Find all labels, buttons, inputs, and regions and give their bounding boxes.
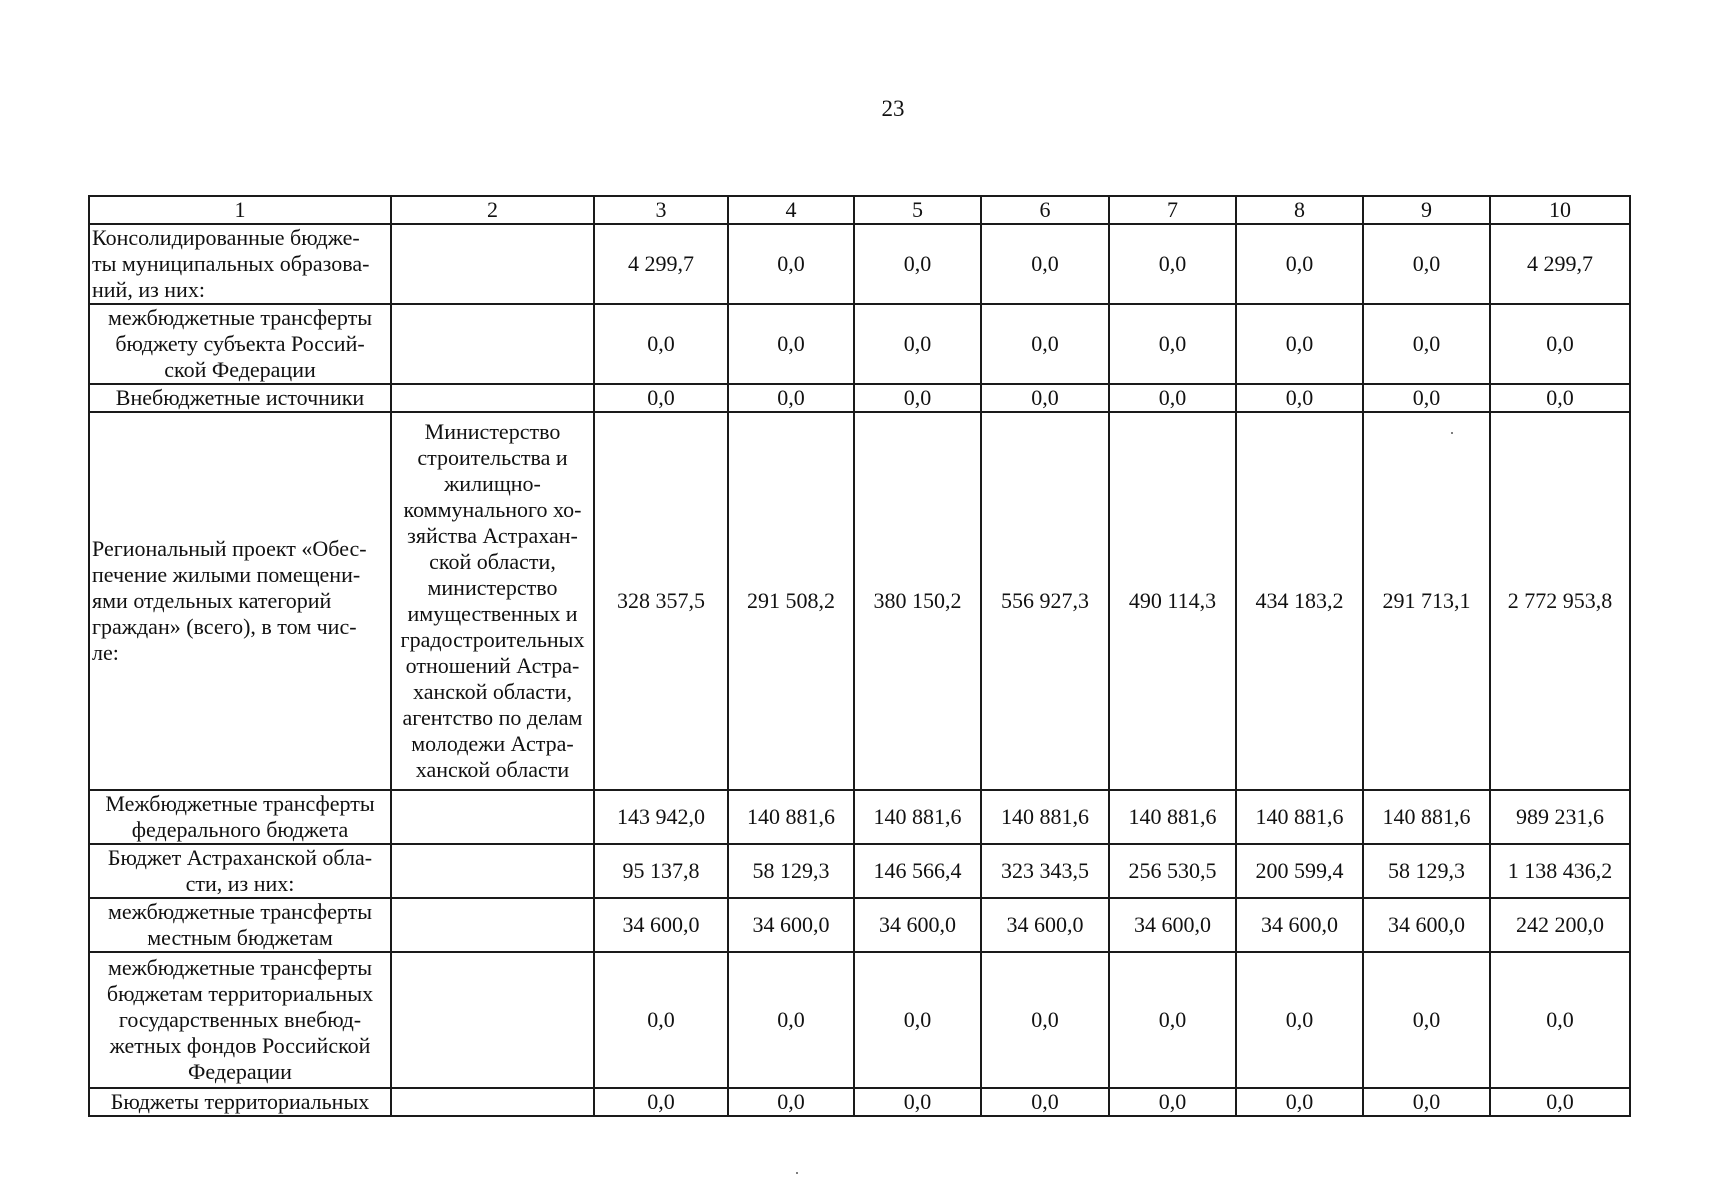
row-value: 0,0 [981, 224, 1109, 304]
row-name: Межбюджетные трансферты федерального бюджета [89, 790, 391, 844]
header-cell: 10 [1490, 196, 1630, 224]
scan-speck [796, 1172, 798, 1174]
row-name: Бюджеты территориальных [89, 1088, 391, 1116]
row-value: 34 600,0 [1236, 898, 1363, 952]
row-value: 0,0 [1363, 384, 1490, 412]
header-cell: 8 [1236, 196, 1363, 224]
row-responsible [391, 790, 594, 844]
row-name: Бюджет Астраханской обла- сти, из них: [89, 844, 391, 898]
row-value: 0,0 [1109, 304, 1236, 384]
row-value: 4 299,7 [594, 224, 728, 304]
table-row [89, 384, 1630, 412]
row-value: 58 129,3 [728, 844, 854, 898]
row-value: 140 881,6 [1236, 790, 1363, 844]
row-value: 0,0 [1236, 304, 1363, 384]
table-row [89, 304, 1630, 384]
row-value: 34 600,0 [1363, 898, 1490, 952]
row-name: межбюджетные трансферты бюджетам территориальных государственных внебюд- жетных фондов Российской Федерации [89, 952, 391, 1088]
row-responsible [391, 952, 594, 1088]
row-value: 434 183,2 [1236, 412, 1363, 790]
row-value: 0,0 [594, 304, 728, 384]
row-name: Консолидированные бюдже- ты муниципальных образова- ний, из них: [89, 224, 391, 304]
row-name: Внебюджетные источники [89, 384, 391, 412]
row-responsible [391, 898, 594, 952]
row-responsible [391, 224, 594, 304]
row-value: 200 599,4 [1236, 844, 1363, 898]
row-value: 34 600,0 [594, 898, 728, 952]
row-value: 0,0 [594, 952, 728, 1088]
row-value: 34 600,0 [854, 898, 981, 952]
header-row [89, 196, 1630, 224]
row-value: 140 881,6 [1363, 790, 1490, 844]
row-value: 0,0 [854, 224, 981, 304]
row-value: 323 343,5 [981, 844, 1109, 898]
row-value: 0,0 [854, 384, 981, 412]
row-value: 0,0 [728, 304, 854, 384]
row-value: 34 600,0 [1109, 898, 1236, 952]
row-value: 0,0 [1363, 952, 1490, 1088]
table-row [89, 412, 1630, 790]
header-cell: 4 [728, 196, 854, 224]
table-row [89, 952, 1630, 1088]
row-value: 146 566,4 [854, 844, 981, 898]
header-cell: 6 [981, 196, 1109, 224]
row-total: 989 231,6 [1490, 790, 1630, 844]
row-value: 0,0 [854, 952, 981, 1088]
row-value: 0,0 [1236, 224, 1363, 304]
row-total: 0,0 [1490, 304, 1630, 384]
table-row [89, 224, 1630, 304]
row-value: 95 137,8 [594, 844, 728, 898]
row-value: 0,0 [1109, 952, 1236, 1088]
row-value: 34 600,0 [728, 898, 854, 952]
budget-table [88, 195, 1631, 1117]
row-name: межбюджетные трансферты местным бюджетам [89, 898, 391, 952]
row-responsible [391, 304, 594, 384]
row-total: 0,0 [1490, 384, 1630, 412]
row-value: 0,0 [1109, 384, 1236, 412]
header-cell: 3 [594, 196, 728, 224]
row-value: 0,0 [1236, 952, 1363, 1088]
row-value: 291 508,2 [728, 412, 854, 790]
header-cell: 2 [391, 196, 594, 224]
table-row [89, 1088, 1630, 1116]
row-value: 0,0 [594, 384, 728, 412]
row-value: 34 600,0 [981, 898, 1109, 952]
row-value: 256 530,5 [1109, 844, 1236, 898]
row-value: 0,0 [1363, 224, 1490, 304]
row-responsible [391, 1088, 594, 1116]
row-value: 0,0 [854, 304, 981, 384]
row-value: 143 942,0 [594, 790, 728, 844]
row-value: 328 357,5 [594, 412, 728, 790]
row-total: 242 200,0 [1490, 898, 1630, 952]
page-number: 23 [881, 96, 905, 121]
row-value: 0,0 [854, 1088, 981, 1116]
row-value: 0,0 [1363, 1088, 1490, 1116]
row-value: 0,0 [728, 952, 854, 1088]
row-value: 0,0 [728, 224, 854, 304]
row-total: 1 138 436,2 [1490, 844, 1630, 898]
row-value: 291 713,1 [1363, 412, 1490, 790]
table-row [89, 844, 1630, 898]
row-value: 490 114,3 [1109, 412, 1236, 790]
row-value: 0,0 [1236, 384, 1363, 412]
row-value: 0,0 [728, 1088, 854, 1116]
row-total: 0,0 [1490, 952, 1630, 1088]
row-value: 140 881,6 [1109, 790, 1236, 844]
row-value: 0,0 [981, 1088, 1109, 1116]
table-row [89, 898, 1630, 952]
row-total: 0,0 [1490, 1088, 1630, 1116]
header-cell: 7 [1109, 196, 1236, 224]
row-value: 0,0 [1236, 1088, 1363, 1116]
row-responsible [391, 384, 594, 412]
row-value: 140 881,6 [854, 790, 981, 844]
row-name: Региональный проект «Обес- печение жилыми помещени- ями отдельных категорий граждан» (всего), в том чис- ле: [89, 412, 391, 790]
row-value: 58 129,3 [1363, 844, 1490, 898]
row-value: 0,0 [981, 384, 1109, 412]
row-value: 0,0 [594, 1088, 728, 1116]
header-cell: 9 [1363, 196, 1490, 224]
table-row [89, 790, 1630, 844]
row-value: 556 927,3 [981, 412, 1109, 790]
header-cell: 5 [854, 196, 981, 224]
row-name: межбюджетные трансферты бюджету субъекта Россий- ской Федерации [89, 304, 391, 384]
row-value: 140 881,6 [728, 790, 854, 844]
row-responsible [391, 844, 594, 898]
row-responsible: Министерство строительства и жилищно- коммунального хо- зяйства Астрахан- ской области, министерство имущественных и градостроительных отношений Астра- ханской области, агентство по делам молодежи Астра- ханской области [391, 412, 594, 790]
header-cell: 1 [89, 196, 391, 224]
row-value: 380 150,2 [854, 412, 981, 790]
row-value: 0,0 [1109, 1088, 1236, 1116]
row-value: 140 881,6 [981, 790, 1109, 844]
row-total: 2 772 953,8 [1490, 412, 1630, 790]
row-value: 0,0 [1109, 224, 1236, 304]
row-value: 0,0 [1363, 304, 1490, 384]
row-value: 0,0 [981, 952, 1109, 1088]
row-value: 0,0 [981, 304, 1109, 384]
row-value: 0,0 [728, 384, 854, 412]
row-total: 4 299,7 [1490, 224, 1630, 304]
scan-speck [1451, 432, 1453, 434]
